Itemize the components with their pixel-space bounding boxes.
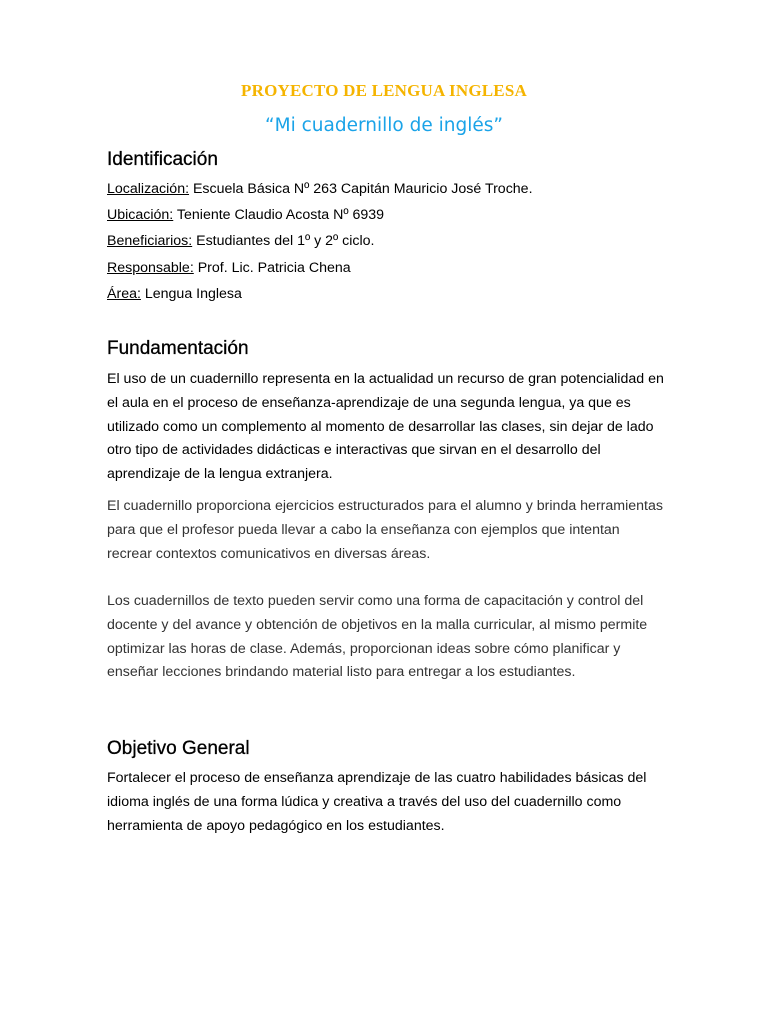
field-value: Teniente Claudio Acosta Nº 6939 (173, 207, 385, 223)
field-label: Localización: (107, 181, 190, 197)
field-label: Beneficiarios: (107, 233, 193, 249)
paragraph-fundamentacion-3: Los cuadernillos de texto pueden servir como una forma de capacitación y control del docente y del avance y obtención de objetivos en la malla curricular, al mismo permite optimizar las horas de clase. Además, proporcionan ideas sobre cómo planificar y enseñar lecciones brindando material listo para entregar a los estudiantes. (107, 593, 648, 681)
field-ubicacion (107, 207, 384, 223)
field-value: Estudiantes del 1º y 2º ciclo. (192, 233, 375, 249)
field-label: Área: (107, 286, 141, 302)
field-responsable (107, 260, 351, 276)
field-value: Lengua Inglesa (140, 286, 242, 302)
paragraph-fundamentacion-2: El cuadernillo proporciona ejercicios estructurados para el alumno y brinda herramientas para que el profesor pueda llevar a cabo la enseñanza con ejemplos que intentan recrear contextos comunicativos en diversas áreas. (107, 498, 663, 562)
paragraph-fundamentacion-1: El uso de un cuadernillo representa en la actualidad un recurso de gran potencialidad en el aula en el proceso de enseñanza-aprendizaje de una segunda lengua, ya que es utilizado como un complemento al momento de desarrollar las clases, sin dejar de lado otro tipo de actividades didácticas e interactivas que sirvan en el desarrollo del aprendizaje de la lengua extranjera. (107, 371, 664, 483)
field-value: Prof. Lic. Patricia Chena (193, 260, 351, 276)
field-label: Ubicación: (107, 207, 174, 223)
field-area (107, 286, 242, 302)
section-heading-fundamentacion: Fundamentación (107, 338, 249, 359)
paragraph-objetivo-general: Fortalecer el proceso de enseñanza aprendizaje de las cuatro habilidades básicas del idioma inglés de una forma lúdica y creativa a través del uso del cuadernillo como herramienta de apoyo pedagógico en los estudiantes. (107, 770, 647, 834)
field-localizacion (107, 181, 533, 197)
field-value: Escuela Básica Nº 263 Capitán Mauricio José Troche. (189, 181, 533, 197)
field-beneficiarios (107, 233, 374, 249)
field-label: Responsable: (107, 260, 194, 276)
section-heading-identificacion: Identificación (107, 149, 218, 170)
document-subtitle: “Mi cuadernillo de inglés” (265, 115, 503, 136)
document-title: PROYECTO DE LENGUA INGLESA (241, 81, 527, 100)
section-heading-objetivo-general: Objetivo General (107, 738, 250, 759)
